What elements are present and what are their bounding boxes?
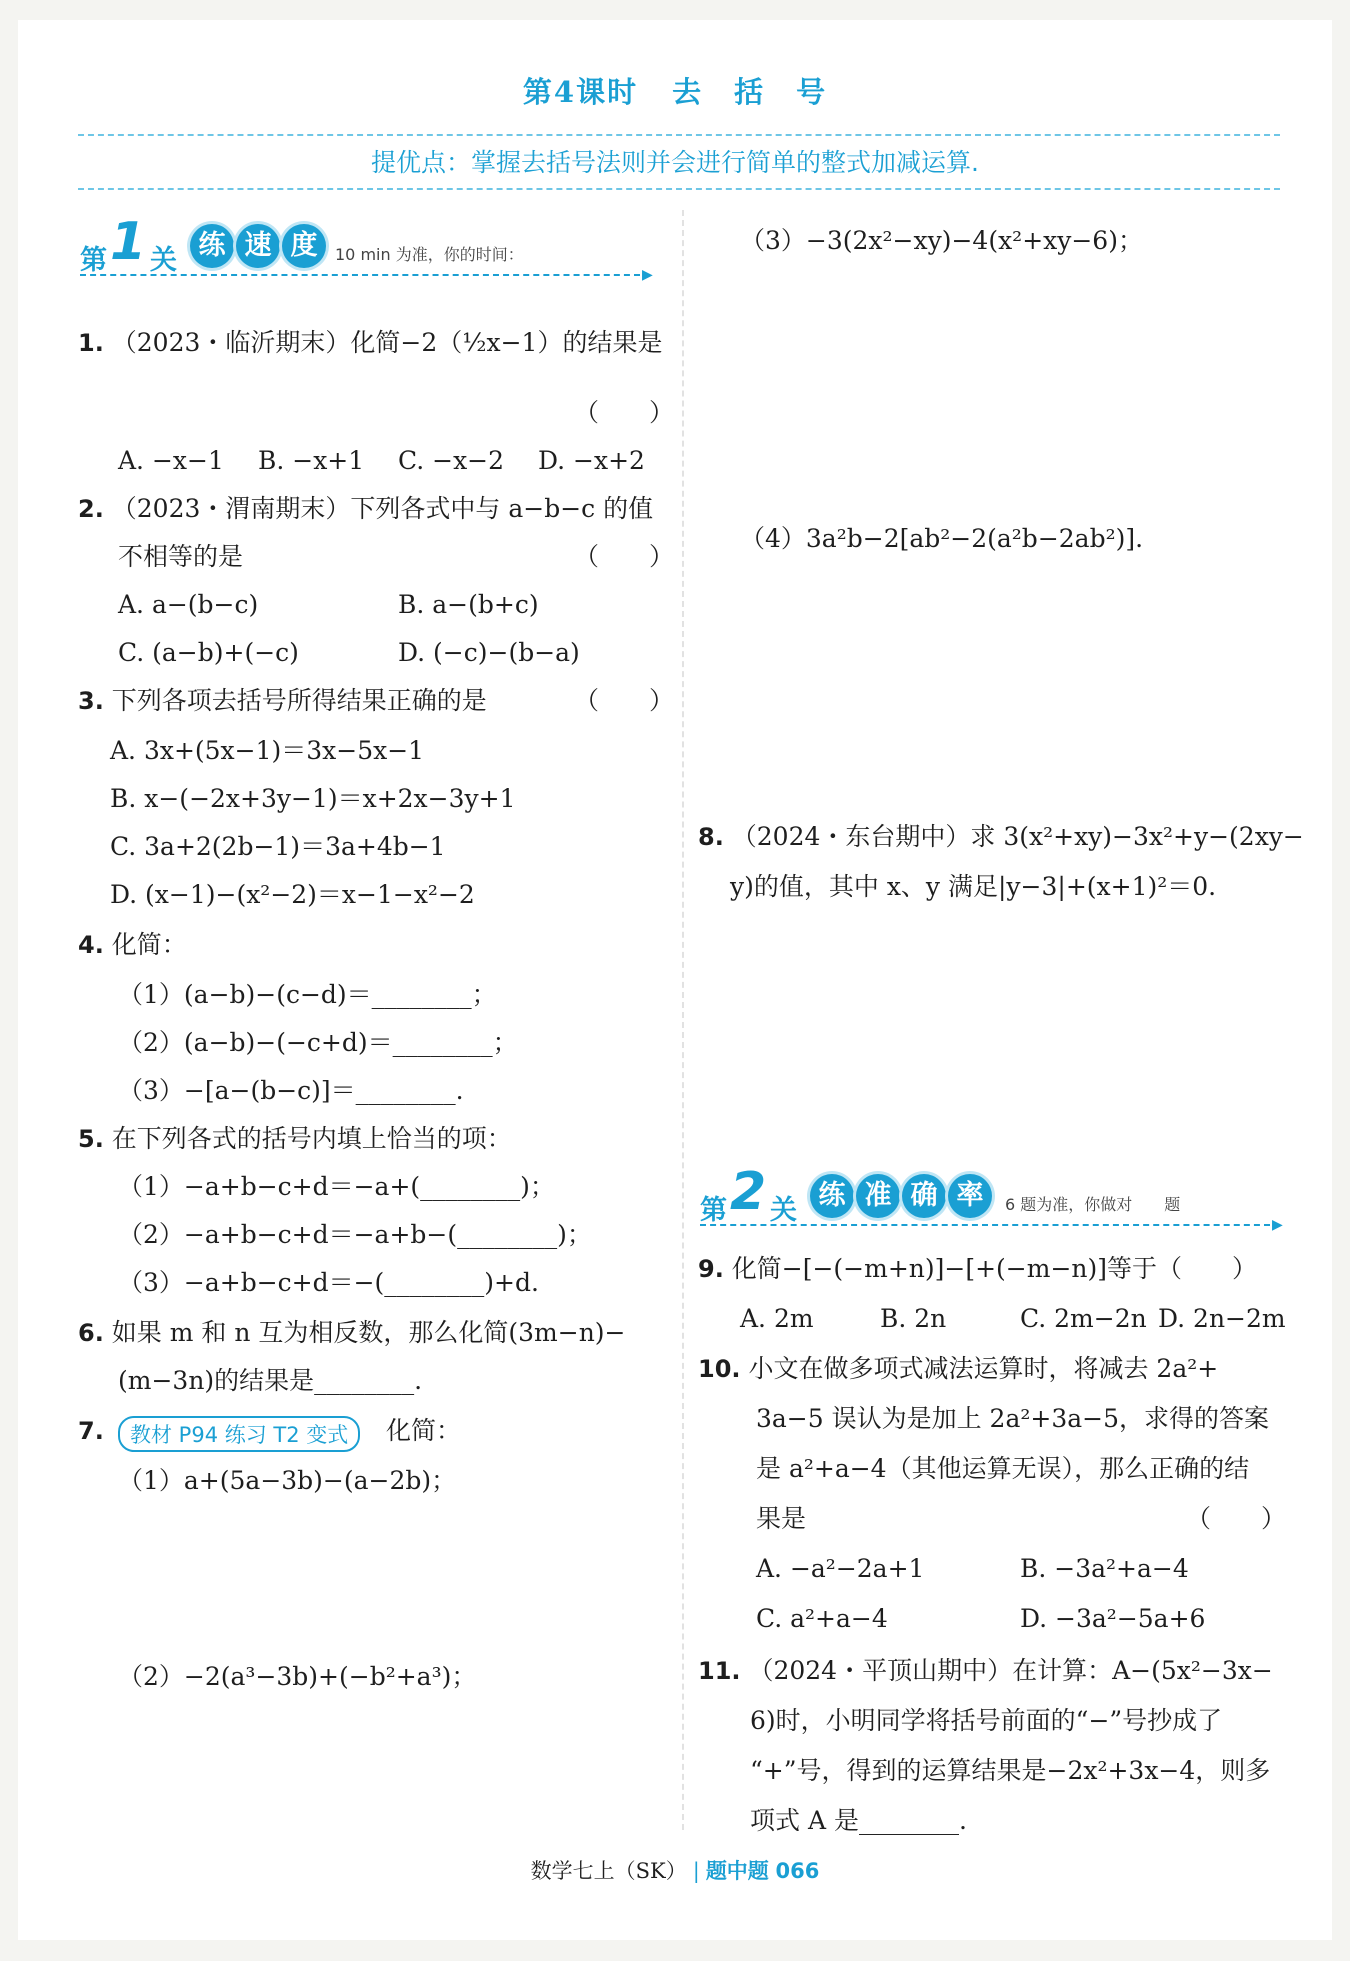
section-2-note: 6 题为准，你做对 题 xyxy=(1005,1195,1181,1214)
question-number: 6. xyxy=(78,1319,104,1347)
section-1-number: 1 xyxy=(110,212,147,272)
footer-series: 题中题 xyxy=(705,1859,769,1883)
question-text: （2023・临沂期末）化简−2（½x−1）的结果是 xyxy=(111,328,663,357)
option-c: C. (a−b)+(−c) xyxy=(118,638,299,667)
section-1-note: 10 min 为准，你的时间： xyxy=(335,245,524,264)
answer-paren: （ ） xyxy=(574,686,675,715)
question-text-cont: 3a−5 误认为是加上 2a²+3a−5，求得的答案 xyxy=(756,1404,1270,1433)
question-text: 在下列各式的括号内填上恰当的项： xyxy=(111,1124,512,1153)
section-2-underline xyxy=(700,1224,1270,1226)
sub-question-1: （1）a+(5a−3b)−(a−2b)； xyxy=(118,1466,457,1495)
question-number: 4. xyxy=(78,931,104,959)
question-text: 化简： xyxy=(111,930,187,959)
question-text-cont: (m−3n)的结果是________. xyxy=(118,1366,423,1395)
option-c: C. 3a+2(2b−1)＝3a+4b−1 xyxy=(110,832,446,861)
page-number: 066 xyxy=(775,1859,820,1883)
question-9 xyxy=(698,1254,1257,1284)
question-number: 7. xyxy=(78,1417,104,1445)
option-b: B. x−(−2x+3y−1)＝x+2x−3y+1 xyxy=(110,784,516,813)
question-text: 下列各项去括号所得结果正确的是 xyxy=(111,686,487,715)
question-3 xyxy=(78,686,487,716)
question-number: 9. xyxy=(698,1255,724,1283)
question-text-cont: 不相等的是 xyxy=(118,542,244,571)
sub-question-3: （3）−a+b−c+d＝−(________)+d. xyxy=(118,1268,539,1297)
section-2-header xyxy=(700,1162,1283,1233)
option-b: B. a−(b+c) xyxy=(398,590,539,619)
question-4 xyxy=(78,930,187,960)
sub-question-1: （1）−a+b−c+d＝−a+(________)； xyxy=(118,1172,555,1201)
option-a: A. −x−1 xyxy=(118,446,224,475)
question-text-cont: 6)时，小明同学将括号前面的“−”号抄成了 xyxy=(750,1706,1223,1735)
question-7-number xyxy=(78,1416,104,1446)
section-1-bubble-1: 练 xyxy=(190,224,234,268)
question-number: 8. xyxy=(698,823,724,851)
sub-question-4: （4）3a²b−2[ab²−2(a²b−2ab²)]. xyxy=(740,524,1144,553)
page-footer xyxy=(0,1855,1350,1885)
question-text: （2024・东台期中）求 3(x²+xy)−3x²+y−(2xy− xyxy=(731,822,1304,851)
option-a: A. 2m xyxy=(740,1304,814,1333)
option-a: A. a−(b−c) xyxy=(118,590,259,619)
sub-question-2: （2）(a−b)−(−c+d)＝________； xyxy=(118,1028,518,1057)
section-2-bubble-1: 练 xyxy=(810,1174,854,1218)
question-text-cont: 是 a²+a−4（其他运算无误），那么正确的结 xyxy=(756,1454,1250,1483)
question-number: 10. xyxy=(698,1355,741,1383)
option-d: D. −x+2 xyxy=(538,446,645,475)
question-text: （2024・平顶山期中）在计算：A−(5x²−3x− xyxy=(748,1656,1273,1685)
sub-question-2: （2）−a+b−c+d＝−a+b−(________)； xyxy=(118,1220,592,1249)
divider-sub xyxy=(78,188,1280,190)
textbook-badge: 教材 P94 练习 T2 变式 xyxy=(118,1416,360,1452)
question-text-cont: y)的值，其中 x、y 满足|y−3|+(x+1)²＝0. xyxy=(730,872,1217,901)
sub-question-3: （3）−[a−(b−c)]＝________. xyxy=(118,1076,464,1105)
option-c: C. −x−2 xyxy=(398,446,505,475)
section-2-bubble-4: 率 xyxy=(948,1174,992,1218)
question-text: 小文在做多项式减法运算时，将减去 2a²+ xyxy=(748,1354,1219,1383)
question-text: （2023・渭南期末）下列各式中与 a−b−c 的值 xyxy=(111,494,654,523)
section-2-di: 第 xyxy=(700,1195,727,1226)
option-a: A. 3x+(5x−1)＝3x−5x−1 xyxy=(110,736,425,765)
option-d: D. (x−1)−(x²−2)＝x−1−x²−2 xyxy=(110,880,475,909)
section-1-bubble-3: 度 xyxy=(282,224,326,268)
option-a: A. −a²−2a+1 xyxy=(756,1554,925,1583)
answer-paren: （ ） xyxy=(574,542,675,571)
section-1-header xyxy=(80,212,660,283)
question-number: 1. xyxy=(78,329,104,357)
question-text: 如果 m 和 n 互为相反数，那么化简(3m−n)− xyxy=(111,1318,626,1347)
divider-top xyxy=(78,134,1280,136)
question-8 xyxy=(698,822,1304,852)
section-2-bubble-2: 准 xyxy=(856,1174,900,1218)
question-2 xyxy=(78,494,653,524)
key-point: 提优点：掌握去括号法则并会进行简单的整式加减运算. xyxy=(371,148,979,177)
question-text-cont: 项式 A 是________. xyxy=(750,1806,967,1835)
answer-paren: （ ） xyxy=(1186,1504,1287,1533)
footer-book: 数学七上（SK） xyxy=(530,1859,687,1883)
answer-paren: （ ） xyxy=(574,398,675,427)
option-d: D. 2n−2m xyxy=(1158,1304,1286,1333)
question-text: 化简： xyxy=(386,1416,462,1445)
question-number: 2. xyxy=(78,495,104,523)
sub-question-2: （2）−2(a³−3b)+(−b²+a³)； xyxy=(118,1662,477,1691)
footer-separator: | xyxy=(692,1859,700,1883)
question-1 xyxy=(78,328,662,358)
question-10 xyxy=(698,1354,1218,1384)
option-b: B. −x+1 xyxy=(258,446,365,475)
section-2-number: 2 xyxy=(730,1162,767,1222)
question-11 xyxy=(698,1656,1273,1686)
section-1-underline xyxy=(80,274,640,276)
option-d: D. (−c)−(b−a) xyxy=(398,638,580,667)
question-text-cont: “+”号，得到的运算结果是−2x²+3x−4，则多 xyxy=(750,1756,1271,1785)
question-text-cont: 果是 xyxy=(756,1504,807,1533)
section-1-guan: 关 xyxy=(150,245,177,276)
section-2-bubble-3: 确 xyxy=(902,1174,946,1218)
question-number: 3. xyxy=(78,687,104,715)
question-5 xyxy=(78,1124,512,1154)
option-b: B. −3a²+a−4 xyxy=(1020,1554,1189,1583)
option-d: D. −3a²−5a+6 xyxy=(1020,1604,1206,1633)
question-number: 5. xyxy=(78,1125,104,1153)
option-c: C. 2m−2n xyxy=(1020,1304,1147,1333)
option-b: B. 2n xyxy=(880,1304,947,1333)
lesson-title xyxy=(0,70,1350,111)
section-1-di: 第 xyxy=(80,245,107,276)
option-c: C. a²+a−4 xyxy=(756,1604,888,1633)
lesson-topic: 去 括 号 xyxy=(672,75,828,109)
section-1-bubble-2: 速 xyxy=(236,224,280,268)
sub-question-3: （3）−3(2x²−xy)−4(x²+xy−6)； xyxy=(740,226,1143,255)
column-divider xyxy=(682,210,684,1830)
arrow-icon: ▶ xyxy=(642,267,653,283)
question-number: 11. xyxy=(698,1657,741,1685)
lesson-number: 第4课时 xyxy=(522,75,639,109)
question-6 xyxy=(78,1318,626,1348)
question-text: 化简−[−(−m+n)]−[+(−m−n)]等于（ ） xyxy=(731,1254,1258,1283)
sub-question-1: （1）(a−b)−(c−d)＝________； xyxy=(118,980,497,1009)
section-2-guan: 关 xyxy=(770,1195,797,1226)
arrow-icon: ▶ xyxy=(1272,1217,1283,1233)
